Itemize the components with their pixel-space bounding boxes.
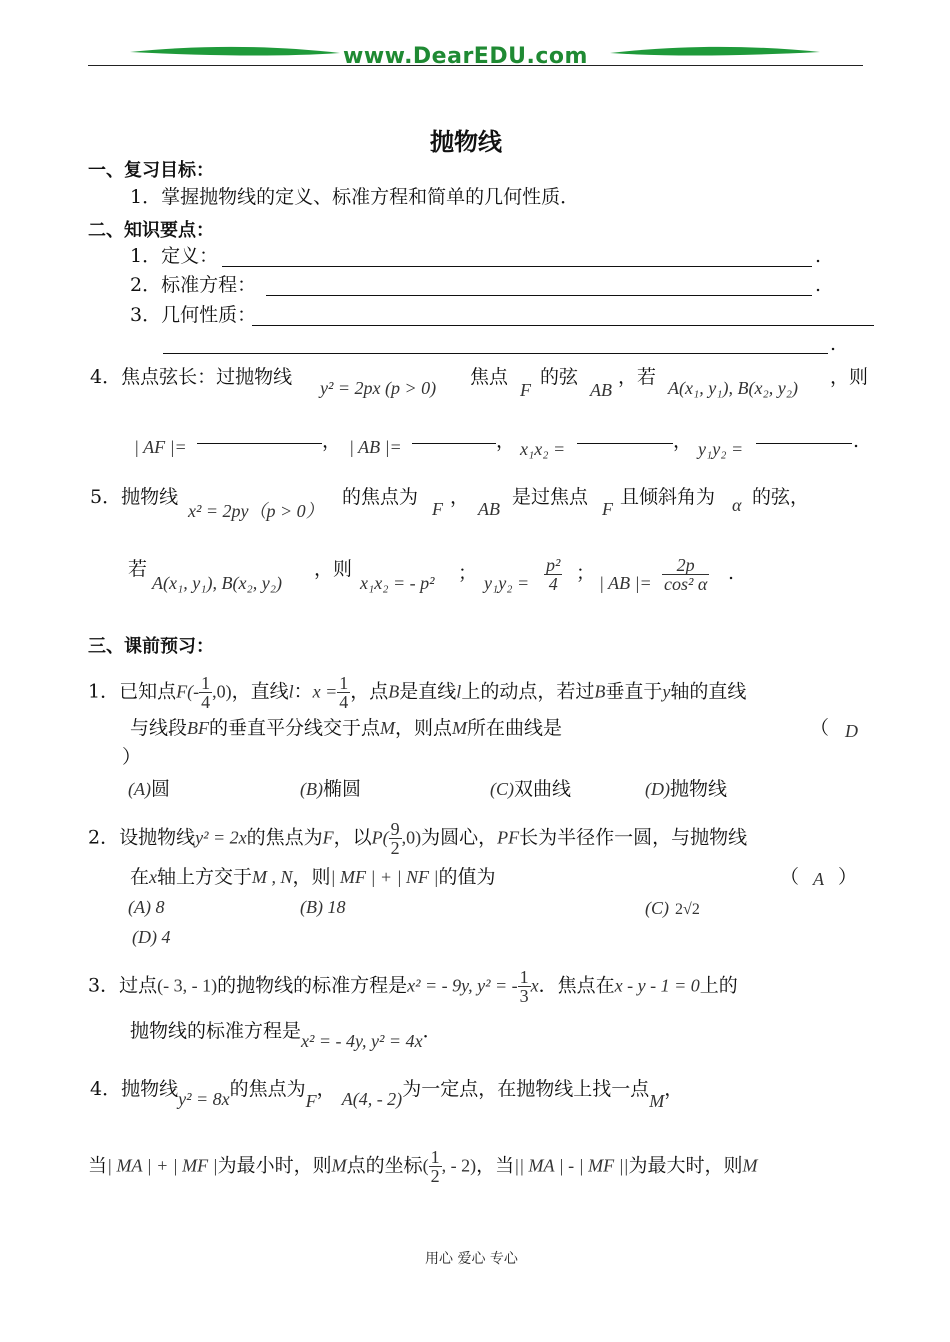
geometry-label: 3．几何性质：	[130, 304, 257, 326]
standard-eq-blank	[266, 295, 812, 296]
parabola-5-semi-2: ；	[576, 562, 596, 584]
geometry-blank-1	[252, 325, 874, 326]
q2-line-1: 2．设抛物线y² = 2x的焦点为F，以P( $\frac{9}{2}$ ,0)为圆心，PF长为半径作一圆，与抛物线	[88, 819, 748, 858]
q1-answer-open: （	[810, 717, 830, 739]
q1-answer: D	[845, 721, 858, 741]
q1-option-a: (A)圆	[128, 778, 170, 800]
parabola-5-x1x2: x₁x₂ = - p²	[360, 573, 435, 593]
q3-line-2: 抛物线的标准方程是x² = - 4y, y² = 4x．	[130, 1020, 442, 1051]
y1y2-label: y₁y₂ =	[698, 439, 744, 459]
header-logo	[130, 40, 820, 74]
ab-comma: ，	[496, 430, 516, 452]
focal-chord-eq: y² = 2px (p > 0)	[320, 378, 437, 398]
x1x2-blank	[577, 443, 673, 444]
x1x2-comma: ，	[673, 430, 693, 452]
parabola-5-through: 是过焦点	[512, 486, 589, 508]
y1y2-end: .	[853, 430, 860, 452]
s1-item-1: 1．掌握抛物线的定义、标准方程和简单的几何性质．	[130, 186, 580, 208]
definition-blank	[222, 266, 812, 267]
q1-option-d: (D)抛物线	[645, 778, 728, 800]
q2-option-b: (B) 18	[300, 897, 346, 917]
definition-end: .	[815, 245, 822, 267]
parabola-5-chord: 的弦，	[752, 486, 810, 508]
standard-eq-end: .	[815, 274, 822, 296]
y1y2-blank	[756, 443, 852, 444]
q1-line-2: 与线段BF的垂直平分线交于点M，则点M所在曲线是	[130, 717, 563, 739]
parabola-5-eq: x² = 2py（p > 0）	[188, 501, 324, 521]
q3-line-1: 3．过点(- 3, - 1)的抛物线的标准方程是x² = - 9y, y² = - $\frac{1}{3}$ x．焦点在x - y - 1 = 0上的	[88, 967, 738, 1006]
parabola-5-F2: F	[602, 499, 613, 519]
focal-chord-AB: AB	[590, 380, 612, 400]
parabola-5-end: .	[728, 562, 735, 584]
q1-answer-close: ）	[122, 746, 142, 768]
geometry-end: .	[830, 333, 837, 355]
header-rule	[88, 65, 863, 66]
af-blank	[197, 443, 322, 444]
parabola-5-frac-2: $\frac{2p}{\text{cos² α}}$	[664, 555, 708, 594]
x1x2-label: x₁x₂ =	[520, 439, 566, 459]
parabola-5-y1y2: y₁y₂ =	[484, 573, 530, 593]
q2-option-d: (D) 4	[132, 927, 171, 947]
q1-line-1: 1．已知点F(- $\frac{1}{4}$ ,0)，直线l：x = $\frac{1}{4}$ ，点B是直线l上的动点，若过B垂直于y轴的直线	[88, 673, 747, 712]
page-title: 抛物线	[430, 128, 502, 156]
q1-option-c: (C)双曲线	[490, 778, 572, 800]
q1-option-b: (B)椭圆	[300, 778, 361, 800]
parabola-5-F: F	[432, 499, 443, 519]
focal-chord-then: ，则	[830, 366, 869, 388]
parabola-5-comma: ，	[450, 486, 470, 508]
parabola-5-frac-1: $\frac{\text{p²}}{4}$	[546, 555, 561, 594]
ab-blank	[412, 443, 496, 444]
af-comma: ，	[322, 430, 342, 452]
q2-answer: A	[813, 869, 824, 889]
focal-chord-if: ，若	[618, 366, 657, 388]
parabola-5-points: A(x₁, y₁), B(x₂, y₂)	[152, 573, 282, 593]
q2-option-c: (C) 2√2	[645, 898, 700, 918]
parabola-5-if: 若	[128, 558, 148, 580]
focal-chord-F: F	[520, 380, 531, 400]
af-label: | AF |=	[134, 437, 187, 457]
logo-text: www.DearEDU.com	[343, 44, 588, 69]
standard-eq-label: 2．标准方程：	[130, 274, 257, 296]
focal-chord-mid: 焦点	[470, 366, 509, 388]
ab-label: | AB |=	[349, 437, 402, 457]
parabola-5-angle: 且倾斜角为	[620, 486, 716, 508]
q2-answer-open: （	[780, 866, 800, 888]
footer-text: 用心 爱心 专心	[425, 1251, 518, 1267]
focal-chord-points: A(x₁, y₁), B(x₂, y₂)	[668, 378, 798, 398]
q2-option-a: (A) 8	[128, 897, 165, 917]
q4-line-1: 4．抛物线y² = 8x的焦点为F， A(4, - 2)为一定点，在抛物线上找一点M，	[90, 1078, 684, 1111]
section-2-heading: 二、知识要点：	[88, 220, 214, 241]
geometry-blank-2	[163, 353, 828, 354]
parabola-5-AB: AB	[478, 499, 500, 519]
section-1-heading: 一、复习目标：	[88, 160, 214, 181]
q2-line-2: 在x轴上方交于M , N，则| MF | + | NF |的值为	[130, 866, 496, 888]
q2-answer-close: ）	[838, 866, 858, 888]
parabola-5-semi-1: ；	[458, 562, 478, 584]
parabola-5-alpha: α	[732, 495, 742, 515]
definition-label: 1．定义：	[130, 245, 219, 267]
focal-chord-label: 4．焦点弦长：过抛物线	[90, 366, 293, 388]
parabola-5-then: ，则	[314, 558, 353, 580]
q4-line-2: 当| MA | + | MF |为最小时，则M点的坐标( $\frac{1}{2}$ , - 2)，当|| MA | - | MF ||为最大时，则M	[88, 1147, 758, 1186]
parabola-5-ab: | AB |=	[599, 573, 652, 593]
parabola-5-label: 5．抛物线	[90, 486, 179, 508]
focal-chord-chord: 的弦	[540, 366, 579, 388]
section-3-heading: 三、课前预习：	[88, 636, 214, 657]
parabola-5-focus: 的焦点为	[342, 486, 419, 508]
